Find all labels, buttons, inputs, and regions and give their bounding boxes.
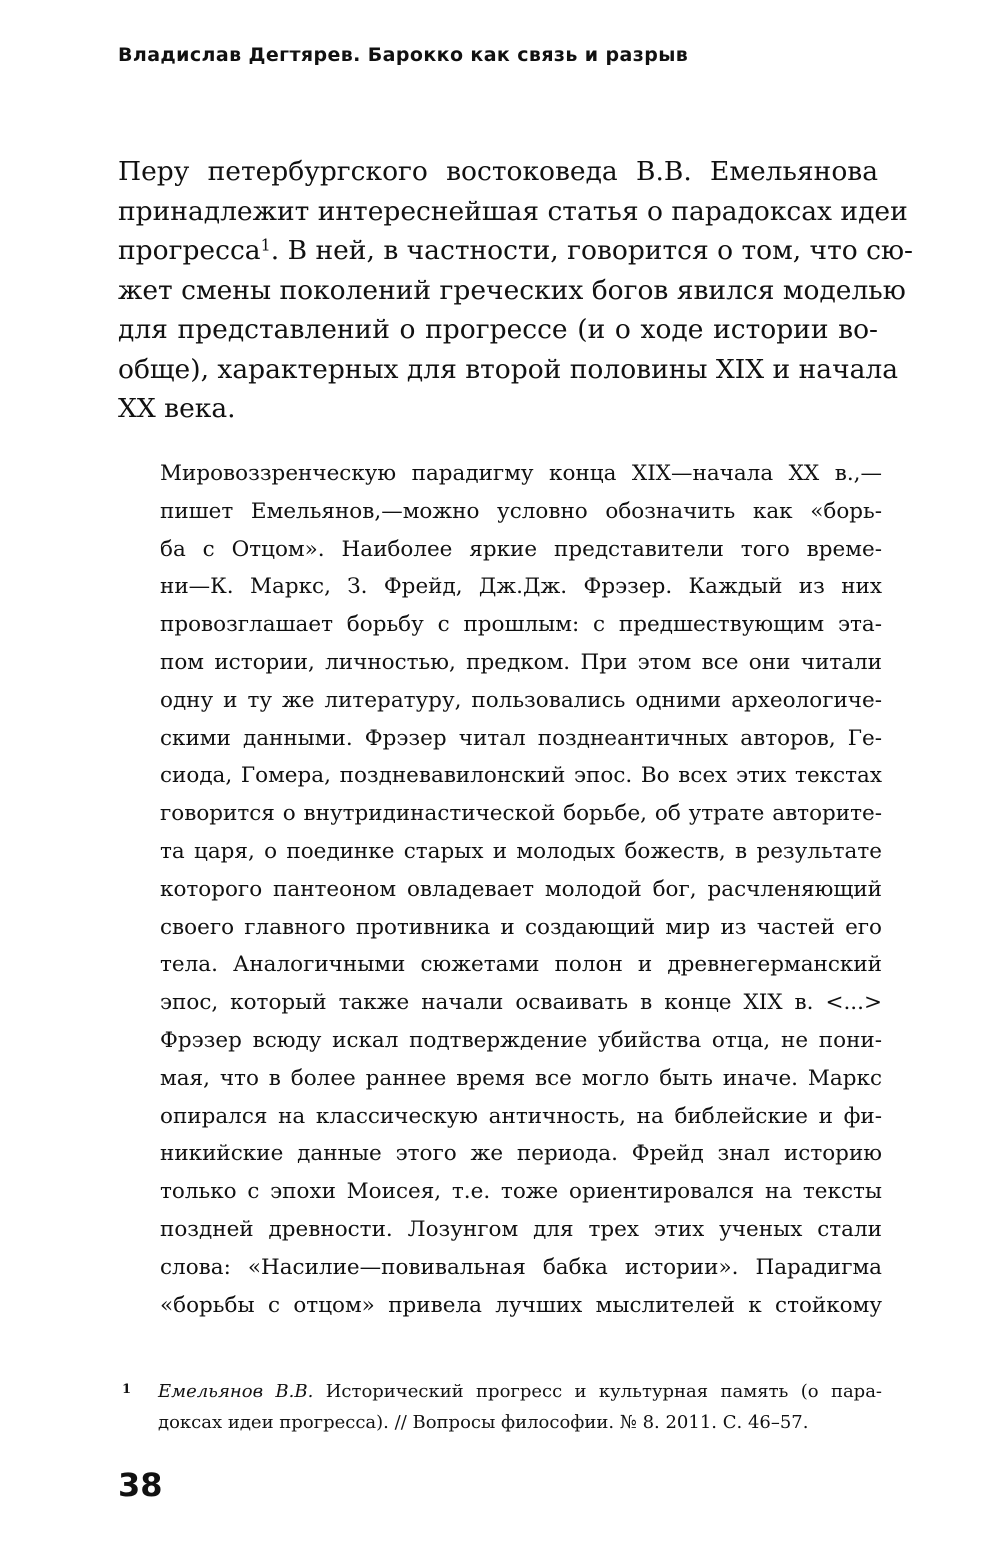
quote-line: опирался на классическую античность, на библейские и фи- [160, 1103, 882, 1129]
quote-line: поздней древности. Лозунгом для трех этих ученых стали [160, 1216, 882, 1242]
running-header: Владислав Дегтярев. Барокко как связь и разрыв [118, 44, 689, 66]
main-line: жет смены поколений греческих богов явился моделью [118, 274, 906, 306]
quote-line: говорится о внутридинастической борьбе, об утрате авторите- [160, 801, 882, 827]
quote-line: мая, что в более раннее время все могло быть иначе. Маркс [160, 1065, 882, 1091]
quote-line: пишет Емельянов,—можно условно обозначить как «борь- [160, 498, 882, 524]
quote-line: слова: «Насилие—повивальная бабка истории». Парадигма [160, 1254, 882, 1280]
footnote-author: Емельянов В.В. [158, 1381, 314, 1402]
quote-line: своего главного противника и создающий мир из частей его [160, 914, 882, 940]
quote-line: никийские данные этого же периода. Фрейд знал историю [160, 1141, 882, 1167]
quote-line: одну и ту же литературу, пользовались одними археологиче- [160, 687, 882, 713]
quote-line: ба с Отцом». Наиболее яркие представители того време- [160, 536, 882, 562]
quote-line: сиода, Гомера, поздневавилонский эпос. Во всех этих текстах [160, 763, 882, 789]
main-line-segment: . В ней, в частности, говорится о том, что сю- [270, 235, 913, 266]
main-line: обще), характерных для второй половины XIX и начала [118, 353, 899, 385]
quote-line: пом истории, личностью, предком. При этом все они читали [160, 649, 882, 675]
quote-line: тела. Аналогичными сюжетами полон и древнегерманский [160, 952, 882, 978]
footnote-text [158, 1376, 882, 1438]
footnote-title: Исторический прогресс и культурная память (о пара- [313, 1381, 883, 1402]
main-line [118, 192, 908, 232]
quote-line: скими данными. Фрэзер читал позднеантичных авторов, Ге- [160, 725, 882, 751]
quote-line: Мировоззренческую парадигму конца XIX—начала XX в.,— [160, 461, 882, 486]
quote-line: та царя, о поединке старых и молодых божеств, в результате [160, 838, 882, 864]
quote-line: ни—К. Маркс, З. Фрейд, Дж.Дж. Фрэзер. Каждый из них [160, 574, 882, 600]
main-line-segment: прогресса [118, 235, 261, 266]
main-paragraph [118, 152, 913, 429]
footnote-reference[interactable]: 1 [260, 235, 271, 255]
footnote-line [158, 1376, 882, 1407]
quote-line: эпос, который также начали осваивать в конце XIX в. <...> [160, 990, 882, 1016]
main-line: Перу петербургского востоковеда В.В. Емельянова [118, 156, 878, 187]
page-number: 38 [118, 1466, 163, 1504]
footnote-marker: 1 [122, 1382, 132, 1397]
block-quote [160, 455, 882, 1324]
quote-line: Фрэзер всюду искал подтверждение убийства отца, не пони- [160, 1027, 882, 1053]
main-line-segment: принадлежит интереснейшая статья о парадоксах идеи [118, 195, 908, 227]
main-line-with-footnote [118, 231, 913, 271]
quote-line: провозглашает борьбу с прошлым: с предшествующим эта- [160, 612, 882, 638]
main-line: для представлений о прогрессе (и о ходе истории во- [118, 314, 878, 345]
quote-line: «борьбы с отцом» привела лучших мыслителей к стойкому [160, 1292, 882, 1318]
quote-line: только с эпохи Моисея, т.е. тоже ориентировался на тексты [160, 1179, 882, 1205]
quote-line: которого пантеоном овладевает молодой бог, расчленяющий [160, 876, 882, 902]
main-line: XX века. [118, 393, 236, 424]
footnote-line: доксах идеи прогресса). // Вопросы философии. № 8. 2011. С. 46–57. [158, 1412, 809, 1433]
